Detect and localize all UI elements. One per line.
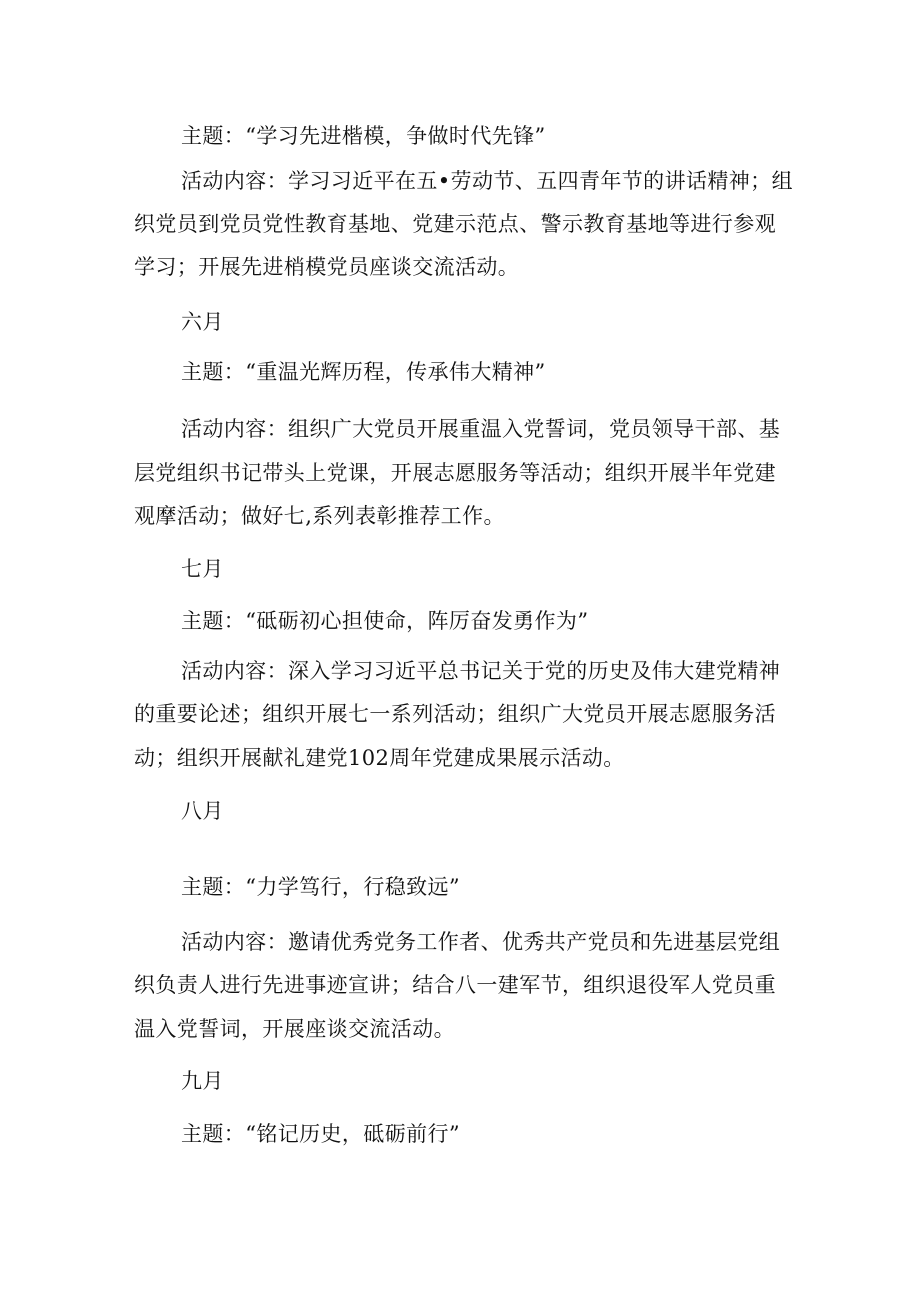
august-content-line-2: 织负责人进行先进事迹宣讲；结合八一建军节，组织退役军人党员重 [134, 973, 776, 997]
june-content-line-2: 层党组织书记带头上党课，开展志愿服务等活动；组织开展半年党建 [134, 461, 776, 485]
july-theme: 主题：“砥砺初心担使命，阵厉奋发勇作为” [181, 609, 589, 633]
september-month-heading: 九月 [181, 1069, 224, 1093]
july-content-line-3: 动；组织开展献礼建党102周年党建成果展示活动。 [134, 746, 625, 770]
june-theme: 主题：“重温光辉历程，传承伟大精神” [181, 360, 546, 384]
may-theme: 主题：“学习先进楷模，争做时代先锋” [181, 124, 546, 148]
september-theme: 主题：“铭记历史，砥砺前行” [181, 1122, 461, 1146]
august-content-line-1: 活动内容：邀请优秀党务工作者、优秀共产党员和先进基层党组 [181, 930, 781, 954]
july-month-heading: 七月 [181, 557, 224, 581]
may-content-line-3: 学习；开展先进梢模党员座谈交流活动。 [134, 255, 520, 279]
august-month-heading: 八月 [181, 799, 224, 823]
june-month-heading: 六月 [181, 310, 224, 334]
july-content-line-2: 的重要论述；组织开展七一系列活动；组织广大党员开展志愿服务活 [134, 702, 776, 726]
august-content-line-3: 温入党誓词，开展座谈交流活动。 [134, 1017, 455, 1041]
august-theme: 主题：“力学笃行，行稳致远” [181, 875, 461, 899]
july-content-line-1: 活动内容：深入学习习近平总书记关于党的历史及伟大建党精神 [181, 659, 781, 683]
june-content-line-3: 观摩活动；做好七,系列表彰推荐工作。 [134, 504, 505, 528]
may-content-line-2: 织党员到党员党性教育基地、党建示范点、警示教育基地等进行参观 [134, 212, 776, 236]
may-content-line-1: 活动内容：学习习近平在五•劳动节、五四青年节的讲话精神；组 [181, 169, 793, 193]
june-content-line-1: 活动内容：组织广大党员开展重温入党誓词，党员领导干部、基 [181, 417, 781, 441]
